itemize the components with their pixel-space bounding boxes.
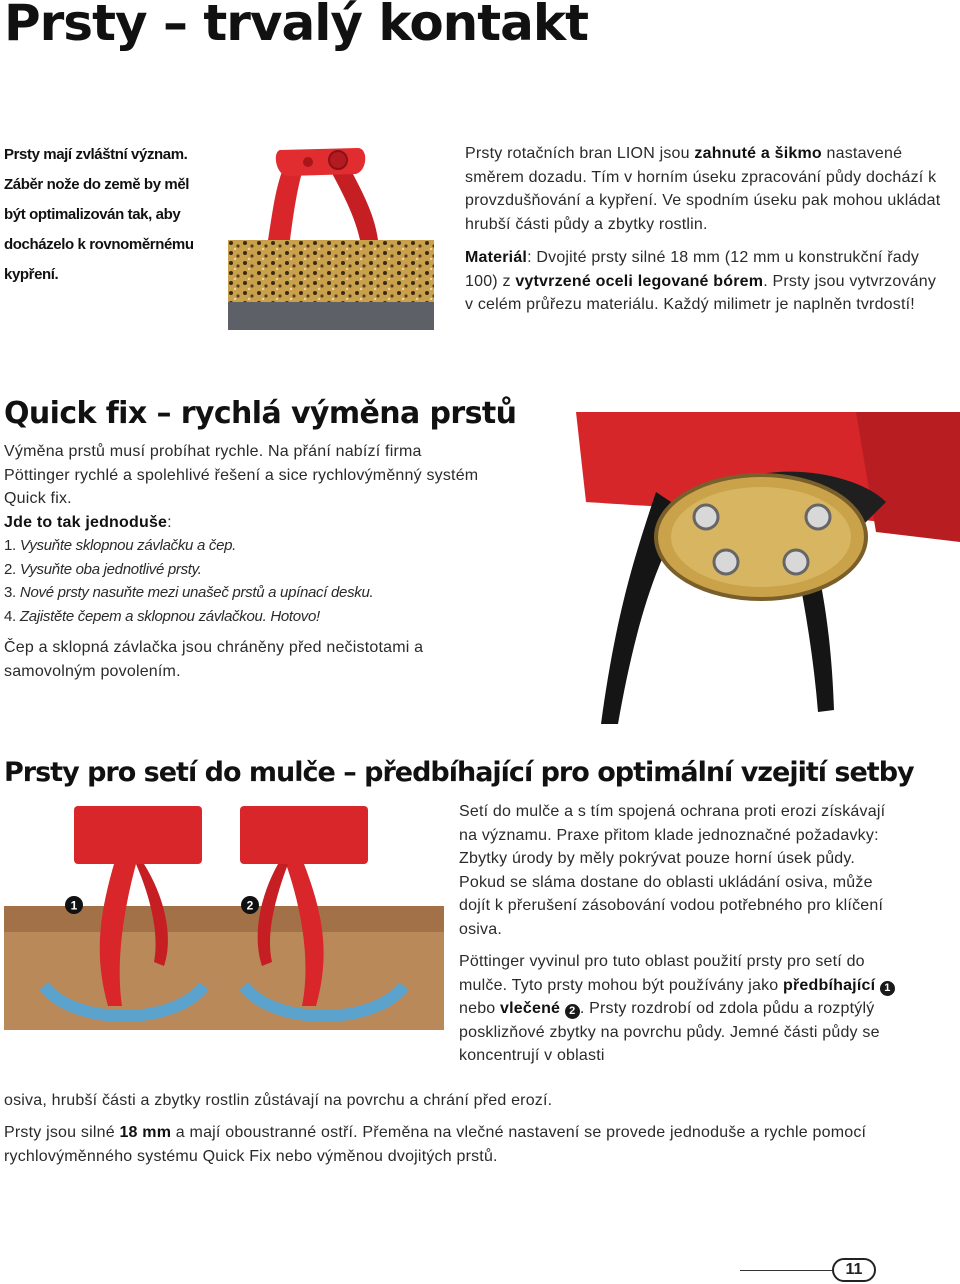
bullet-1: 1 <box>880 981 895 996</box>
protection-paragraph: Čep a sklopná závlačka jsou chráněny před nečistotami a samovolným povolením. <box>4 639 424 680</box>
mulch-paragraph-tail <box>4 1089 944 1113</box>
mulch-tail-line: osiva, hrubší části a zbytky rostlin zůstávají na povrchu a chrání před erozí. <box>4 1092 553 1109</box>
intro-paragraph: Prsty rotačních bran LION jsou zahnuté a šikmo nastavené směrem dozadu. Tím v horním úseku zpracování půdy dochází k provzdušňování a kypření. Ve spodním úseku pak mohou ukládat hrubší části půdy a zbytky rostlin. <box>465 145 941 233</box>
quickfix-heading: Quick fix – rychlá výměna prstů <box>4 396 517 431</box>
page-title: Prsty – trvalý kontakt <box>4 0 589 52</box>
page-number-rule <box>740 1270 832 1271</box>
lead-line: Prsty mají zvláštní význam. <box>4 146 188 163</box>
lead-line: být optimalizován tak, aby <box>4 206 181 223</box>
material-paragraph: Materiál: Dvojité prsty silné 18 mm (12 mm u konstrukční řady 100) z vytvrzené oceli legované bórem. Prsty jsou vytvrzovány v celém průřezu materiálu. Každý milimetr je naplněn tvrdostí! <box>465 249 937 313</box>
thickness-paragraph: Prsty jsou silné 18 mm a mají oboustranné ostří. Přeměna na vlečné nastavení se provede jednoduše a rychle pomocí rychlovýměnného systému Quick Fix nebo výměnou dvojitých prstů. <box>4 1124 867 1165</box>
list-item: 2. Vysuňte oba jednotlivé prsty. <box>4 560 202 578</box>
figure-label-2: 2 <box>246 898 254 913</box>
steps-list <box>4 534 479 628</box>
lead-line: Záběr nože do země by měl <box>4 176 190 193</box>
howto-line: Jde to tak jednoduše: <box>4 513 172 531</box>
mulch-paragraph-2: Pöttinger vyvinul pro tuto oblast použití prsty pro setí do mulče. Tyto prsty mohou být používány jako předbíhající 1 nebo vlečené 2 . Prsty rozdrobí od zdola půdu a rozptýlý posklizňové zbytky na povrchu půdy. Jemné části půdy se koncentrují v oblasti <box>459 950 899 1068</box>
tine-soil-photo <box>228 140 434 330</box>
list-item: 4. Zajistěte čepem a sklopnou závlačkou. Hotovo! <box>4 607 320 625</box>
intro-body <box>465 142 945 317</box>
list-item: 3. Nové prsty nasuňte mezi unašeč prstů a upínací desku. <box>4 584 374 601</box>
mulch-paragraph-3 <box>4 1121 904 1168</box>
quickfix-paragraph: Výměna prstů musí probíhat rychle. Na přání nabízí firma Pöttinger rychlé a spolehlivé řešení a sice rychlovýměnný systém Quick fix. <box>4 443 479 507</box>
bullet-2: 2 <box>565 1004 580 1019</box>
figure-label-1: 1 <box>70 898 78 913</box>
quickfix-body <box>4 440 479 683</box>
intro-lead <box>4 140 204 290</box>
quickfix-photo <box>556 412 960 724</box>
mulch-heading: Prsty pro setí do mulče – předbíhající pro optimální vzejití setby <box>4 757 914 788</box>
lead-line: docházelo k rovnoměrnému <box>4 236 194 253</box>
page-number: 11 <box>832 1258 876 1282</box>
list-item: 1. Vysuňte sklopnou závlačku a čep. <box>4 537 237 554</box>
mulch-tines-figure <box>4 806 444 1030</box>
mulch-paragraph-1: Setí do mulče a s tím spojená ochrana proti erozi získávají na významu. Praxe přitom klade jednoznačné požadavky: Zbytky úrody by měly pokrývat pouze horní úsek půdy. Pokud se sláma dostane do oblasti ukládání osiva, může dojít k přerušení zásobování vodou potřebného pro klíčení osiva. <box>459 803 886 938</box>
mulch-body <box>459 800 899 1068</box>
lead-line: kypření. <box>4 266 59 283</box>
